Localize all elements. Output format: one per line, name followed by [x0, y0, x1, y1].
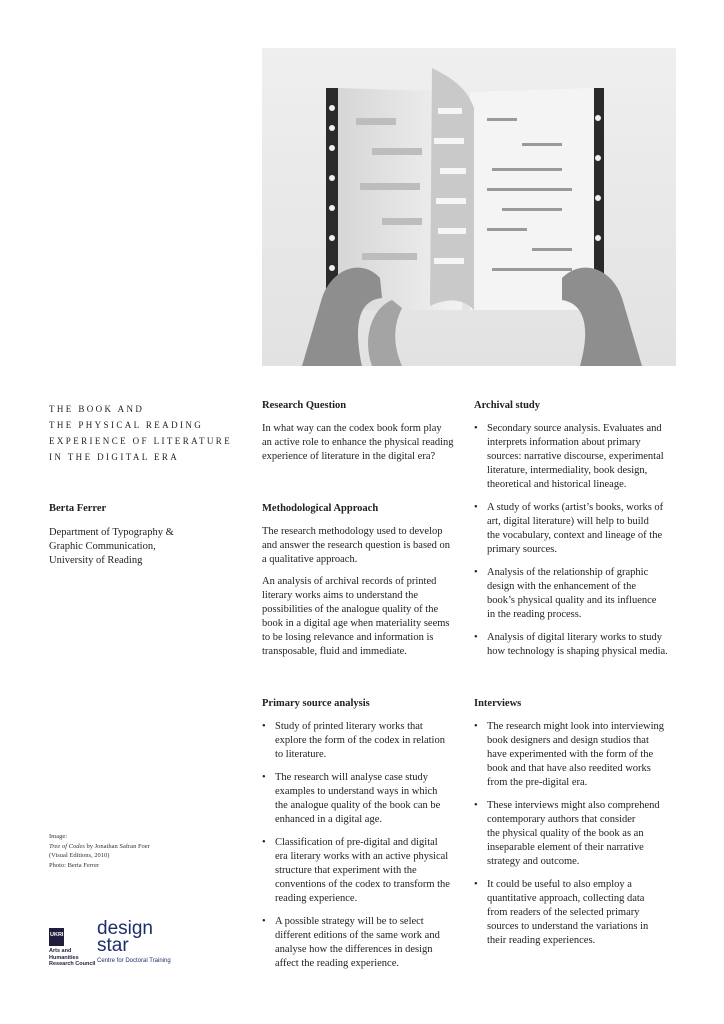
book-photo	[262, 48, 676, 366]
interviews-heading: Interviews	[474, 698, 522, 709]
methodology-para-1: The research methodology used to develop and answer the research question is based on a qualitative approach.	[262, 526, 451, 565]
methodology-heading: Methodological Approach	[262, 503, 379, 514]
logos	[49, 920, 179, 968]
title-line: EXPERIENCE OF LITERATURE	[49, 436, 233, 446]
list-item: • The research might look into interviewing book designers and design studios that have experimented with the form of the book and that have also reedited works from the pre-digital era.	[474, 720, 679, 790]
design-star-logo: design star	[97, 918, 153, 956]
list-item: • It could be useful to also employ a quantitative approach, collecting data from readers of the selected primary sources to understand the variations in their reading experiences.	[474, 878, 679, 948]
interviews-list	[474, 720, 679, 957]
primary-source-list	[262, 720, 467, 980]
cdt-label: Centre for Doctoral Training	[97, 958, 171, 964]
ahrc-logo-text: Arts and Humanities Research Council	[49, 948, 96, 967]
department: Department of Typography & Graphic Communication, University of Reading	[49, 527, 174, 566]
list-item: • Study of printed literary works that explore the form of the codex in relation to literature.	[262, 720, 467, 762]
open-book-photo	[262, 48, 676, 366]
svg-text:UKRI: UKRI	[50, 932, 64, 938]
title-line: IN THE DIGITAL ERA	[49, 452, 180, 462]
list-item: • Secondary source analysis. Evaluates and interprets information about primary sources: narrative discourse, experimental literature, intermediality, book design, theoretical and historical lineage.	[474, 422, 679, 492]
list-item: • Analysis of the relationship of graphic design with the enhancement of the book’s physical quality and its influence in the reading process.	[474, 566, 679, 622]
title-line: THE PHYSICAL READING	[49, 420, 204, 430]
title-line: THE BOOK AND	[49, 404, 145, 414]
poster-title	[49, 401, 232, 465]
research-question-heading: Research Question	[262, 400, 347, 411]
list-item: • Classification of pre-digital and digital era literary works with an active physical structure that experiment with the conventions of the codex to transform the reading experience.	[262, 836, 467, 906]
list-item: • A study of works (artist’s books, works of art, digital literature) will help to build the vocabulary, context and lineage of the primary sources.	[474, 501, 679, 557]
list-item: • These interviews might also comprehend contemporary authors that consider the physical quality of the book as an inseparable element of their narrative strategy and outcome.	[474, 799, 679, 869]
research-question-text: In what way can the codex book form play an active role to enhance the physical reading experience of literature in the digital era?	[262, 423, 454, 462]
list-item: • Analysis of digital literary works to study how technology is shaping physical media.	[474, 631, 679, 659]
author-name: Berta Ferrer	[49, 503, 107, 514]
image-credit: Image: Tree of Codes by Jonathan Safran Foer (Visual Editions, 2010) Photo: Berta Ferrer	[49, 833, 150, 869]
primary-source-heading: Primary source analysis	[262, 698, 370, 709]
methodology-para-2: An analysis of archival records of printed literary works aims to understand the possibilities of the analogue quality of the book in a digital age when materiality seems to be losing relevance and information is transposable, fluid and immediate.	[262, 576, 450, 657]
ukri-logo	[49, 928, 64, 946]
credit-book-title: Tree of Codes	[49, 842, 85, 850]
list-item: • A possible strategy will be to select different editions of the same work and analyse how the differences in design affect the reading experience.	[262, 915, 467, 971]
archival-list	[474, 422, 679, 668]
ukri-icon	[49, 928, 64, 946]
archival-heading: Archival study	[474, 400, 541, 411]
list-item: • The research will analyse case study examples to understand ways in which the analogue quality of the book can be enhanced in a digital age.	[262, 771, 467, 827]
